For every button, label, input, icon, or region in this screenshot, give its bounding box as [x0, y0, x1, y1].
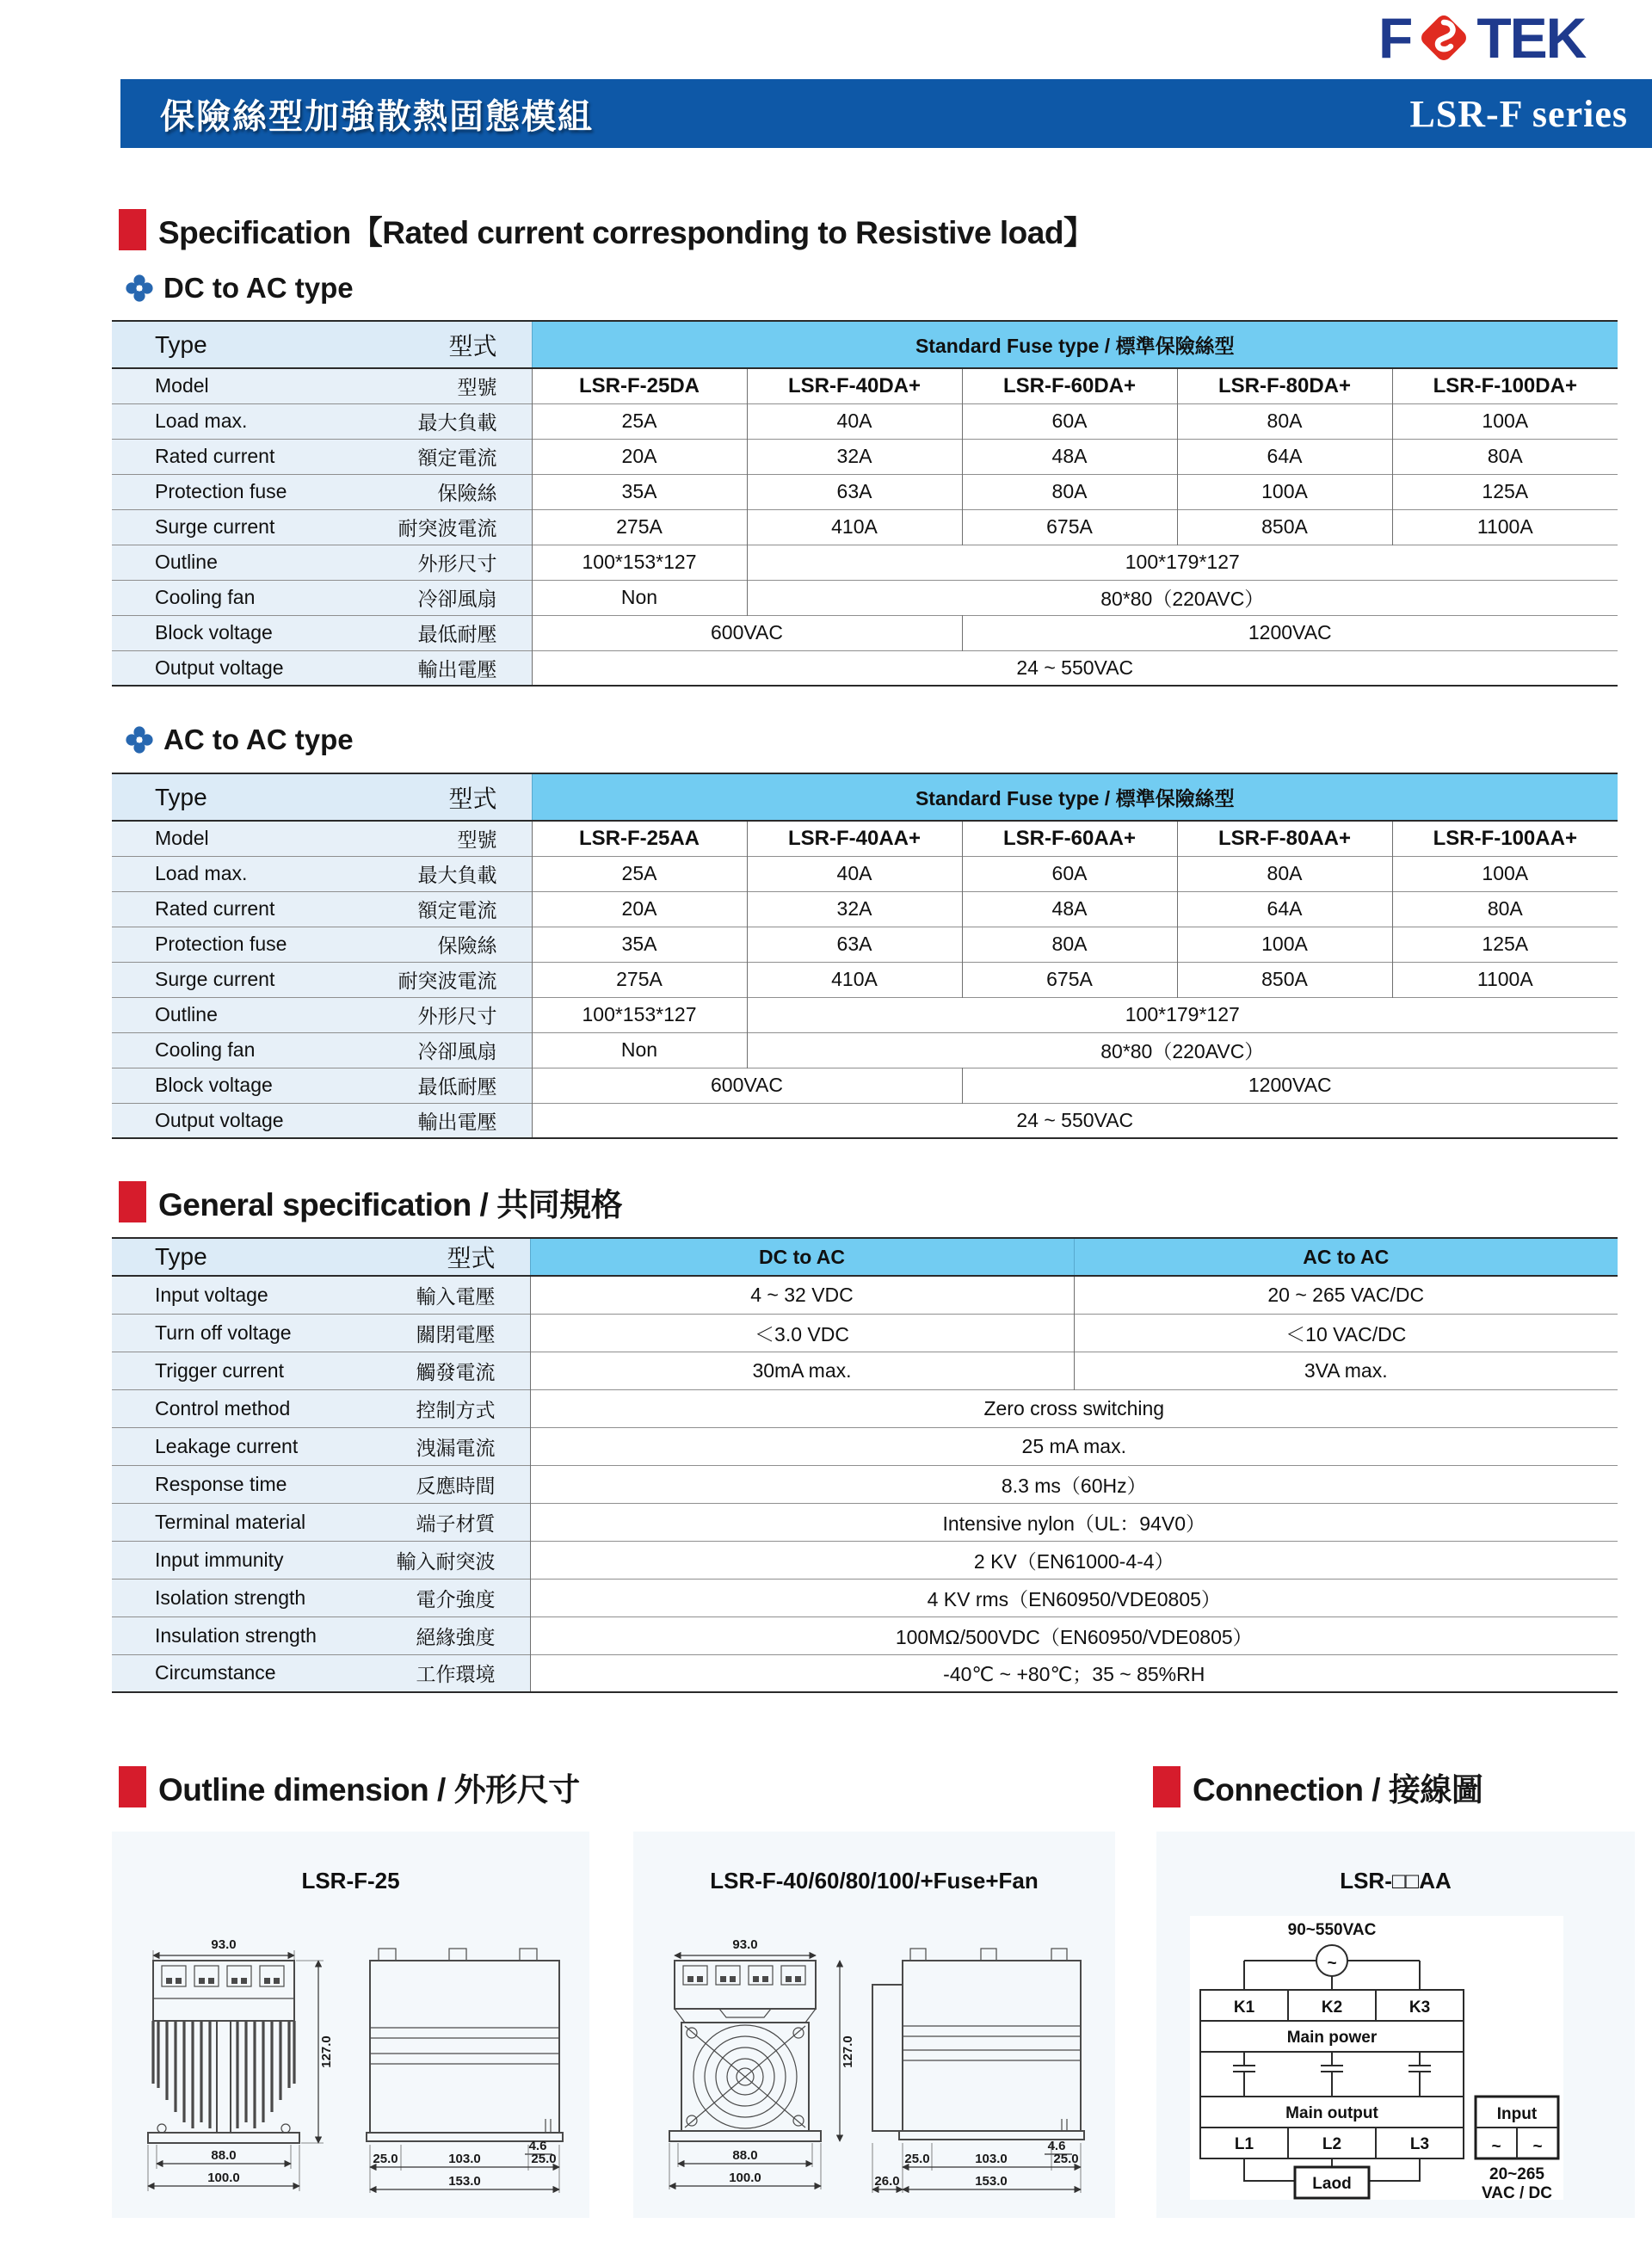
- table-cell: Terminal material: [112, 1503, 318, 1541]
- load-label: Laod: [1312, 2175, 1352, 2193]
- table-cell: Rated current: [112, 439, 318, 474]
- outline-panel-lsr-f-40-100: [633, 1832, 1115, 2218]
- table-cell: 控制方式: [318, 1389, 530, 1427]
- table-cell: 275A: [532, 509, 747, 545]
- table-cell: -40℃ ~ +80℃；35 ~ 85%RH: [530, 1654, 1618, 1692]
- table-cell: Intensive nylon（UL：94V0）: [530, 1503, 1618, 1541]
- table-cell: 80*80（220AVC）: [747, 1032, 1618, 1068]
- fotek-logo: [1378, 3, 1585, 72]
- table-cell: 30mA max.: [530, 1352, 1074, 1389]
- table-cell: 63A: [747, 927, 962, 962]
- ac-to-ac-subheading: AC to AC type: [126, 724, 354, 756]
- dimension-label: 153.0: [975, 2174, 1008, 2189]
- table-cell: Trigger current: [112, 1352, 318, 1389]
- table-cell: 最低耐壓: [318, 615, 532, 650]
- table-cell: Block voltage: [112, 1068, 318, 1103]
- dimension-label: 103.0: [975, 2152, 1008, 2166]
- table-cell: 25 mA max.: [530, 1427, 1618, 1465]
- table-cell: 1200VAC: [962, 1068, 1618, 1103]
- input-range-label: 20~265: [1489, 2165, 1544, 2183]
- table-cell: Input voltage: [112, 1276, 318, 1314]
- table-cell: 80A: [1177, 403, 1392, 439]
- clover-icon: [126, 274, 153, 302]
- dimension-label: 25.0: [1053, 2152, 1079, 2166]
- dimension-label: 93.0: [211, 1937, 237, 1952]
- table-cell: LSR-F-100DA+: [1392, 368, 1618, 403]
- table-cell: 1100A: [1392, 962, 1618, 997]
- outline-drawing-lsr-f-25: [112, 1916, 589, 2208]
- page-title: 保險絲型加強散熱固態模組: [160, 97, 594, 136]
- table-cell: 工作環境: [318, 1654, 530, 1692]
- table-cell: 型號: [318, 821, 532, 856]
- input-ac-symbol: ~: [1491, 2138, 1501, 2156]
- terminal-label-k1: K1: [1233, 1998, 1255, 2017]
- table-cell: 100A: [1392, 856, 1618, 891]
- terminal-label-l3: L3: [1409, 2135, 1430, 2153]
- table-cell: 125A: [1392, 474, 1618, 509]
- table-cell: Surge current: [112, 509, 318, 545]
- series-name: LSR-F series: [1409, 92, 1628, 135]
- table-cell: 80A: [1177, 856, 1392, 891]
- table-cell: 850A: [1177, 509, 1392, 545]
- red-square-marker: [1153, 1766, 1180, 1807]
- table-cell: 保險絲: [318, 927, 532, 962]
- table-cell: Protection fuse: [112, 474, 318, 509]
- table-cell: 48A: [962, 891, 1177, 927]
- table-cell: Output voltage: [112, 1103, 318, 1138]
- table-cell: 80A: [962, 927, 1177, 962]
- terminal-label-k2: K2: [1321, 1998, 1343, 2017]
- table-cell: 電介強度: [318, 1579, 530, 1616]
- panel-title: LSR-F-25: [301, 1868, 400, 1894]
- table-cell: Load max.: [112, 403, 318, 439]
- table-cell: Turn off voltage: [112, 1314, 318, 1352]
- table-cell: 125A: [1392, 927, 1618, 962]
- table-cell: 型式: [318, 321, 532, 368]
- table-cell: 4 ~ 32 VDC: [530, 1276, 1074, 1314]
- table-cell: 反應時間: [318, 1465, 530, 1503]
- table-cell: 25A: [532, 856, 747, 891]
- terminal-label-l1: L1: [1234, 2135, 1254, 2153]
- table-cell: 850A: [1177, 962, 1392, 997]
- outline-drawing-lsr-f-40-100: [633, 1916, 1115, 2208]
- table-cell: 1100A: [1392, 509, 1618, 545]
- table-cell: LSR-F-40DA+: [747, 368, 962, 403]
- clover-icon: [126, 726, 153, 754]
- main-power-label: Main power: [1286, 2029, 1378, 2047]
- dimension-label: 127.0: [841, 2035, 855, 2068]
- table-cell: 64A: [1177, 439, 1392, 474]
- table-cell: 48A: [962, 439, 1177, 474]
- title-bar: [120, 79, 1652, 148]
- connection-panel: [1156, 1832, 1635, 2218]
- table-cell: Standard Fuse type / 標準保險絲型: [532, 321, 1618, 368]
- dc-to-ac-table: [112, 320, 1618, 687]
- table-cell: LSR-F-60AA+: [962, 821, 1177, 856]
- table-cell: 觸發電流: [318, 1352, 530, 1389]
- panel-title: LSR-□□AA: [1340, 1868, 1452, 1894]
- data-table: [112, 320, 1618, 687]
- table-cell: 80A: [1392, 439, 1618, 474]
- dimension-label: 25.0: [904, 2152, 930, 2166]
- table-cell: 3VA max.: [1074, 1352, 1618, 1389]
- logo-letter-f: F: [1378, 6, 1412, 70]
- table-cell: 輸入耐突波: [318, 1541, 530, 1579]
- table-cell: 1200VAC: [962, 615, 1618, 650]
- table-cell: 耐突波電流: [318, 509, 532, 545]
- table-cell: 4 KV rms（EN60950/VDE0805）: [530, 1579, 1618, 1616]
- table-cell: 32A: [747, 891, 962, 927]
- table-cell: 耐突波電流: [318, 962, 532, 997]
- data-table: [112, 773, 1618, 1139]
- table-cell: Block voltage: [112, 615, 318, 650]
- general-specification-table: [112, 1237, 1618, 1693]
- table-cell: 最低耐壓: [318, 1068, 532, 1103]
- dimension-label: 26.0: [874, 2174, 900, 2189]
- table-cell: 冷卻風扇: [318, 580, 532, 615]
- side-view: [367, 1949, 563, 2193]
- table-cell: 100*179*127: [747, 545, 1618, 580]
- table-cell: Type: [112, 773, 318, 821]
- table-cell: 20A: [532, 891, 747, 927]
- dimension-label: 103.0: [448, 2152, 481, 2166]
- connection-diagram: [1190, 1916, 1563, 2200]
- table-cell: LSR-F-60DA+: [962, 368, 1177, 403]
- table-cell: 60A: [962, 856, 1177, 891]
- table-cell: 8.3 ms（60Hz）: [530, 1465, 1618, 1503]
- red-square-marker: [119, 1181, 146, 1222]
- ac-to-ac-table: [112, 773, 1618, 1139]
- table-cell: 32A: [747, 439, 962, 474]
- table-cell: Rated current: [112, 891, 318, 927]
- table-cell: 100A: [1392, 403, 1618, 439]
- table-cell: 洩漏電流: [318, 1427, 530, 1465]
- table-cell: 外形尺寸: [318, 545, 532, 580]
- table-cell: 100*153*127: [532, 545, 747, 580]
- table-cell: 60A: [962, 403, 1177, 439]
- table-cell: 40A: [747, 856, 962, 891]
- table-cell: Surge current: [112, 962, 318, 997]
- front-view-fan: [669, 1937, 855, 2189]
- table-cell: 40A: [747, 403, 962, 439]
- table-cell: 600VAC: [532, 1068, 962, 1103]
- table-cell: 額定電流: [318, 891, 532, 927]
- dimension-label: 4.6: [528, 2139, 547, 2153]
- input-label: Input: [1496, 2105, 1538, 2123]
- table-cell: DC to AC: [530, 1238, 1074, 1276]
- table-cell: 24 ~ 550VAC: [532, 650, 1618, 686]
- input-ac-symbol: ~: [1532, 2138, 1543, 2156]
- table-cell: 額定電流: [318, 439, 532, 474]
- table-cell: 輸出電壓: [318, 1103, 532, 1138]
- table-cell: LSR-F-80DA+: [1177, 368, 1392, 403]
- table-cell: 關閉電壓: [318, 1314, 530, 1352]
- outline-dimension-heading: Outline dimension / 外形尺寸: [119, 1764, 580, 1810]
- table-cell: LSR-F-40AA+: [747, 821, 962, 856]
- table-cell: Cooling fan: [112, 580, 318, 615]
- table-cell: 100*153*127: [532, 997, 747, 1032]
- table-cell: 675A: [962, 509, 1177, 545]
- table-cell: 275A: [532, 962, 747, 997]
- table-cell: 型式: [318, 773, 532, 821]
- table-cell: 100*179*127: [747, 997, 1618, 1032]
- table-cell: LSR-F-25DA: [532, 368, 747, 403]
- specification-heading: Specification【Rated current corresponding to Resistive load】: [119, 206, 1094, 253]
- terminal-label-k3: K3: [1409, 1998, 1431, 2017]
- fotek-flame-icon: [1414, 8, 1474, 68]
- table-cell: Non: [532, 1032, 747, 1068]
- table-cell: 24 ~ 550VAC: [532, 1103, 1618, 1138]
- table-cell: LSR-F-25AA: [532, 821, 747, 856]
- table-cell: 35A: [532, 474, 747, 509]
- red-square-marker: [119, 1766, 146, 1807]
- table-cell: Standard Fuse type / 標準保險絲型: [532, 773, 1618, 821]
- table-cell: 80*80（220AVC）: [747, 580, 1618, 615]
- table-cell: 外形尺寸: [318, 997, 532, 1032]
- dimension-label: 153.0: [448, 2174, 481, 2189]
- table-cell: 100A: [1177, 474, 1392, 509]
- table-cell: Type: [112, 1238, 318, 1276]
- dimension-label: 25.0: [531, 2152, 557, 2166]
- table-cell: Cooling fan: [112, 1032, 318, 1068]
- dimension-label: 100.0: [207, 2171, 240, 2185]
- table-cell: 最大負載: [318, 403, 532, 439]
- table-cell: 410A: [747, 509, 962, 545]
- table-cell: LSR-F-80AA+: [1177, 821, 1392, 856]
- general-specification-heading: General specification / 共同規格: [119, 1179, 622, 1225]
- table-cell: 冷卻風扇: [318, 1032, 532, 1068]
- table-cell: 20A: [532, 439, 747, 474]
- table-cell: Zero cross switching: [530, 1389, 1618, 1427]
- dimension-label: 88.0: [211, 2148, 237, 2163]
- table-cell: 端子材質: [318, 1503, 530, 1541]
- table-cell: Model: [112, 368, 318, 403]
- table-cell: Output voltage: [112, 650, 318, 686]
- table-cell: Leakage current: [112, 1427, 318, 1465]
- table-cell: Response time: [112, 1465, 318, 1503]
- table-cell: Outline: [112, 545, 318, 580]
- input-range-label: VAC / DC: [1482, 2184, 1552, 2200]
- red-square-marker: [119, 209, 146, 250]
- dc-to-ac-subheading: DC to AC type: [126, 272, 354, 305]
- dimension-label: 127.0: [319, 2035, 334, 2068]
- table-cell: Control method: [112, 1389, 318, 1427]
- dimension-label: 25.0: [373, 2152, 398, 2166]
- table-cell: 輸入電壓: [318, 1276, 530, 1314]
- table-cell: 35A: [532, 927, 747, 962]
- front-view: [148, 1937, 334, 2191]
- outline-panel-lsr-f-25: [112, 1832, 589, 2218]
- table-cell: 64A: [1177, 891, 1392, 927]
- table-cell: ＜3.0 VDC: [530, 1314, 1074, 1352]
- table-cell: 絕緣強度: [318, 1616, 530, 1654]
- source-voltage-label: 90~550VAC: [1287, 1921, 1377, 1939]
- table-cell: 63A: [747, 474, 962, 509]
- table-cell: Model: [112, 821, 318, 856]
- ac-source-symbol: ~: [1327, 1955, 1337, 1973]
- table-cell: Circumstance: [112, 1654, 318, 1692]
- table-cell: 80A: [962, 474, 1177, 509]
- dimension-label: 93.0: [732, 1937, 758, 1952]
- table-cell: LSR-F-100AA+: [1392, 821, 1618, 856]
- table-cell: 675A: [962, 962, 1177, 997]
- logo-letter-tek: TEK: [1476, 6, 1586, 70]
- panel-title: LSR-F-40/60/80/100/+Fuse+Fan: [710, 1868, 1039, 1894]
- table-cell: Non: [532, 580, 747, 615]
- table-cell: Load max.: [112, 856, 318, 891]
- table-cell: 600VAC: [532, 615, 962, 650]
- terminal-label-l2: L2: [1322, 2135, 1342, 2153]
- connection-heading: Connection / 接線圖: [1153, 1764, 1482, 1810]
- table-cell: Insulation strength: [112, 1616, 318, 1654]
- dimension-label: 100.0: [729, 2171, 761, 2185]
- table-cell: Isolation strength: [112, 1579, 318, 1616]
- table-cell: AC to AC: [1074, 1238, 1618, 1276]
- table-cell: ＜10 VAC/DC: [1074, 1314, 1618, 1352]
- table-cell: 20 ~ 265 VAC/DC: [1074, 1276, 1618, 1314]
- side-view-fan: [872, 1949, 1084, 2193]
- table-cell: Type: [112, 321, 318, 368]
- dimension-label: 4.6: [1047, 2139, 1066, 2153]
- dimension-label: 88.0: [732, 2148, 758, 2163]
- table-cell: 型式: [318, 1238, 530, 1276]
- table-cell: 輸出電壓: [318, 650, 532, 686]
- table-cell: 410A: [747, 962, 962, 997]
- table-cell: 80A: [1392, 891, 1618, 927]
- table-cell: 25A: [532, 403, 747, 439]
- table-cell: 保險絲: [318, 474, 532, 509]
- table-cell: 100A: [1177, 927, 1392, 962]
- main-output-label: Main output: [1285, 2104, 1378, 2122]
- table-cell: 100MΩ/500VDC（EN60950/VDE0805）: [530, 1616, 1618, 1654]
- table-cell: Protection fuse: [112, 927, 318, 962]
- table-cell: Outline: [112, 997, 318, 1032]
- table-cell: 最大負載: [318, 856, 532, 891]
- table-cell: Input immunity: [112, 1541, 318, 1579]
- data-table: [112, 1237, 1618, 1693]
- table-cell: 2 KV（EN61000-4-4）: [530, 1541, 1618, 1579]
- table-cell: 型號: [318, 368, 532, 403]
